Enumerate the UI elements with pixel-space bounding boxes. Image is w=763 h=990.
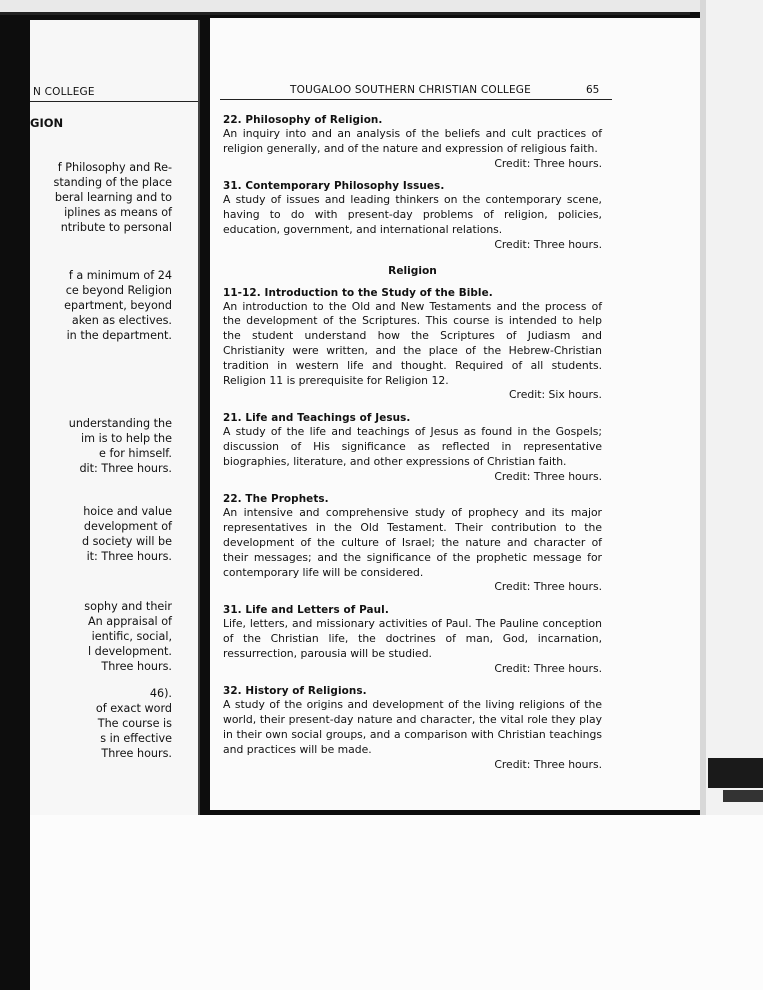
left-text-line: it: Three hours. <box>86 550 172 563</box>
left-section-fragment: GION <box>30 116 64 130</box>
course-description: A study of the life and teachings of Jesus as found in the Gospels; discussion of His significance as reflected in representative biographies, literature, and other expressions of Christian faith. <box>223 425 602 468</box>
left-text-line: Three hours. <box>101 660 172 673</box>
edge-mark-lower <box>723 790 763 802</box>
left-text-line: in the department. <box>66 329 172 342</box>
left-text-line: dit: Three hours. <box>79 462 172 475</box>
page-content <box>223 114 602 781</box>
course-description: An introduction to the Old and New Testaments and the process of the development of the Scriptures. This course is intended to help the student understand how the Scriptures of Judiasm and Christianity were written, and the place of the Hebrew-Christian tradition in western life and thought. Required of all students. Religion 11 is prerequisite for Religion 12. <box>223 299 602 387</box>
left-text-line: ce beyond Religion <box>65 284 172 297</box>
left-text-line: Three hours. <box>101 747 172 760</box>
head-rule <box>220 99 612 100</box>
left-text-line: f a minimum of 24 <box>68 269 172 282</box>
course-title: 21. Life and Teachings of Jesus. <box>223 412 411 425</box>
course-title: 11-12. Introduction to the Study of the Bible. <box>223 286 493 299</box>
left-text-line: d society will be <box>81 535 172 548</box>
left-text-block <box>30 504 198 564</box>
left-running-head: N COLLEGE <box>33 86 95 98</box>
religion-course-list <box>223 287 602 773</box>
left-text-line: ientific, social, <box>91 630 172 643</box>
course-title: 31. Contemporary Philosophy Issues. <box>223 180 445 193</box>
left-text-line: hoice and value <box>83 505 172 518</box>
left-facing-page <box>30 20 200 815</box>
left-text-line: s in effective <box>100 732 172 745</box>
course-entry <box>223 287 602 404</box>
section-heading: Religion <box>388 264 437 277</box>
course-title: 22. Philosophy of Religion. <box>223 114 383 126</box>
course-entry <box>223 180 602 252</box>
course-credit: Credit: Three hours. <box>494 156 602 170</box>
left-text-line: f Philosophy and Re- <box>57 161 172 174</box>
left-text-block <box>30 686 198 761</box>
course-credit: Credit: Six hours. <box>508 388 602 402</box>
left-text-line: sophy and their <box>84 600 172 613</box>
course-description: A study of the origins and development of the living religions of the world, their present-day nature and character, the vital role they play in their own social groups, and a comparison with Christian teachings and practices will be made. <box>223 698 602 756</box>
left-head-rule <box>30 101 198 102</box>
left-text-line: beral learning and to <box>54 191 172 204</box>
left-text-line: ntribute to personal <box>60 221 172 234</box>
scan-top-strip <box>0 0 763 12</box>
left-text-line: e for himself. <box>99 447 172 460</box>
course-entry <box>223 685 602 772</box>
left-text-line: of exact word <box>95 702 172 715</box>
left-text-line: understanding the <box>68 417 172 430</box>
course-credit: Credit: Three hours. <box>494 469 602 483</box>
course-description: Life, letters, and missionary activities of Paul. The Pauline conception of the Christian life, the doctrines of man, God, incarnation, ressurrection, parousia will be studied. <box>223 617 602 660</box>
course-description: An inquiry into and an analysis of the beliefs and cult practices of religion generally, and of the nature and expression of religious faith. <box>223 127 602 155</box>
course-credit: Credit: Three hours. <box>494 661 602 675</box>
course-description: An intensive and comprehensive study of prophecy and its major representatives in the Old Testament. Their contribution to the development of the culture of Israel; the nature and character of their messages; and the significance of the prophetic message for contemporary life will be considered. <box>223 506 602 579</box>
left-text-block <box>30 599 198 674</box>
left-text-line: The course is <box>97 717 172 730</box>
scan-top-edge <box>0 12 690 15</box>
course-title: 32. History of Religions. <box>223 685 367 698</box>
left-text-line: 46). <box>149 687 172 700</box>
page-bottom-margin <box>30 815 763 990</box>
course-credit: Credit: Three hours. <box>494 757 602 771</box>
left-text-line: An appraisal of <box>87 615 172 628</box>
left-text-line: epartment, beyond <box>64 299 172 312</box>
course-credit: Credit: Three hours. <box>494 580 602 594</box>
course-title: 31. Life and Letters of Paul. <box>223 604 389 617</box>
course-entry <box>223 493 602 595</box>
course-entry <box>223 412 602 484</box>
page-edge-shadow <box>700 0 706 815</box>
course-description: A study of issues and leading thinkers on the contemporary scene, having to do with present-day problems of religion, policies, education, government, and international relations. <box>223 193 602 236</box>
left-text-line: development of <box>83 520 172 533</box>
course-credit: Credit: Three hours. <box>494 237 602 251</box>
left-text-block <box>30 160 198 235</box>
left-text-line: l development. <box>87 645 172 658</box>
left-text-line: im is to help the <box>81 432 172 445</box>
philosophy-course-list <box>223 114 602 253</box>
right-page-edge <box>700 0 763 815</box>
left-text-line: standing of the place <box>53 176 172 189</box>
page-number: 65 <box>586 84 600 96</box>
catalog-page <box>210 18 700 810</box>
course-entry <box>223 114 602 171</box>
left-text-line: aken as electives. <box>71 314 172 327</box>
course-entry <box>223 604 602 676</box>
left-text-block <box>30 416 198 476</box>
edge-mark <box>708 758 763 788</box>
left-text-line: iplines as means of <box>64 206 172 219</box>
course-title: 22. The Prophets. <box>223 493 329 506</box>
left-text-block <box>30 268 198 343</box>
running-head: TOUGALOO SOUTHERN CHRISTIAN COLLEGE <box>290 84 531 96</box>
